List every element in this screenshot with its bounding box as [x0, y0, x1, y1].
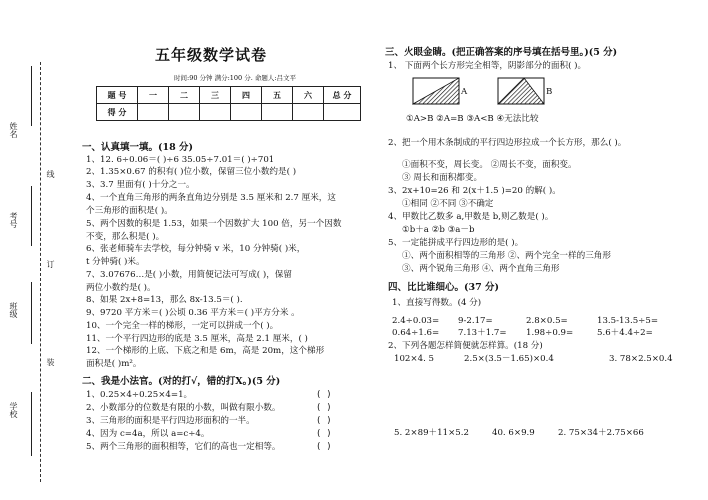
score-cell: 得 分	[97, 104, 138, 121]
direct-calc: 2.8×0.5=	[526, 316, 568, 326]
score-cell: 题 号	[97, 87, 138, 104]
cut-mark-pack: 装	[46, 358, 55, 366]
s2-answer-blank[interactable]: ( )	[316, 403, 332, 413]
score-input-cell[interactable]	[200, 104, 231, 121]
score-input-cell[interactable]	[262, 104, 293, 121]
margin-label-class: 班级	[9, 302, 18, 318]
margin-label-exam-no: 考号	[9, 212, 18, 228]
score-cell: 一	[138, 87, 169, 104]
s1-line: 5、两个因数的积是 1.53，如果一个因数扩大 100 倍，另一个因数	[86, 219, 342, 229]
s3-q2-options: ③ 周长和面积都变。	[402, 173, 483, 183]
s1-line: 9、9720 平方米＝( )公顷 0.36 平方米＝( )平方分米 。	[86, 308, 300, 318]
simplify-calc: 5. 2×89＋11×5.2	[394, 428, 469, 438]
score-cell: 四	[231, 87, 262, 104]
s1-line: 12、一个梯形的上底、下底之和是 6m，高是 20m，这个梯形	[86, 346, 325, 356]
s1-line: 不变，那么积是( )。	[86, 232, 165, 242]
s1-line: 7、3.07676…是( )小数，用简便记法可写成( )，保留	[86, 270, 292, 280]
rectangles-diagram	[412, 76, 562, 108]
s1-line: 11、一个平行四边形的底是 3.5 厘米，高是 2.1 厘米，( )	[86, 334, 308, 344]
direct-calc: 5.6＋4.4÷2=	[597, 328, 653, 338]
s3-q2-options: ①面积不变，周长变。 ②周长不变，面积变。	[402, 160, 577, 170]
s1-line: 面积是( )m²。	[86, 359, 142, 369]
class-underline	[31, 282, 32, 344]
s1-line: 两位小数约是( )。	[86, 283, 156, 293]
score-input-cell[interactable]	[231, 104, 262, 121]
cut-mark-line: 线	[46, 170, 55, 178]
exam-no-underline	[31, 186, 32, 246]
section2-title: 二、我是小法官。(对的打√，错的打Ⅹ。)(5 分)	[82, 376, 281, 387]
s1-line: t 分钟骑( )米。	[86, 257, 145, 267]
simplify-calc: 3. 78×2.5×0.4	[609, 354, 673, 364]
score-input-cell[interactable]	[138, 104, 169, 121]
rectangle-a	[413, 78, 459, 104]
s3-q5: 5、一定能拼成平行四边形的是( )。	[388, 238, 524, 248]
s2-item: 5、两个三角形的面积相等，它们的高也一定相等。	[86, 442, 281, 452]
s3-q3: 3、2x+10=26 和 2(x＋1.5 )=20 的解( )。	[388, 186, 561, 196]
exam-title: 五年级数学试卷	[155, 46, 268, 64]
section3-title: 三、火眼金睛。(把正确答案的序号填在括号里。)(5 分)	[385, 47, 618, 58]
direct-calc: 13.5-13.5÷5=	[597, 316, 659, 326]
cut-mark-bind: 订	[46, 260, 55, 268]
s2-answer-blank[interactable]: ( )	[316, 390, 332, 400]
score-cell: 六	[293, 87, 324, 104]
margin-label-name: 姓名	[9, 122, 18, 138]
name-underline	[31, 66, 32, 126]
score-cell: 五	[262, 87, 293, 104]
direct-calc: 0.64÷1.6=	[392, 328, 440, 338]
s2-item: 3、三角形的面积是平行四边形面积的一半。	[86, 416, 255, 426]
simplify-calc: 2.5×(3.5－1.65)×0.4	[464, 354, 554, 364]
score-input-cell[interactable]	[293, 104, 324, 121]
score-cell: 二	[169, 87, 200, 104]
simplify-calc: 102×4. 5	[394, 354, 435, 364]
s4-sub1: 1、直接写得数。(4 分)	[392, 298, 482, 308]
rect-label-b: B	[546, 87, 553, 97]
s2-item: 4、因为 c=4a，所以 a=c÷4。	[86, 429, 210, 439]
score-input-cell[interactable]	[169, 104, 200, 121]
direct-calc: 1.98÷0.9=	[526, 328, 574, 338]
school-underline	[31, 392, 32, 456]
exam-info: 时间:90 分钟 满分:100 分. 命题人:吕文平	[174, 74, 297, 82]
s2-answer-blank[interactable]: ( )	[316, 442, 332, 452]
s1-line: 个三角形的面积是( )。	[86, 206, 173, 216]
direct-calc: 9-2.17=	[458, 316, 493, 326]
score-cell: 三	[200, 87, 231, 104]
rectangle-b	[498, 78, 544, 104]
s2-answer-blank[interactable]: ( )	[316, 416, 332, 426]
simplify-calc: 2. 75×34＋2.75×66	[558, 428, 644, 438]
s1-line: 3、3.7 里面有( )十分之一。	[86, 180, 195, 190]
score-table	[96, 86, 361, 121]
section1-title: 一、认真填一填。(18 分)	[82, 142, 194, 153]
score-table-header-row	[97, 87, 361, 104]
simplify-calc: 40. 6×9.9	[492, 428, 535, 438]
score-input-cell[interactable]	[324, 104, 361, 121]
s3-q4-options: ①b＋a ②b ③a－b	[402, 225, 475, 235]
margin-label-school: 学校	[9, 402, 18, 418]
s3-q4: 4、甲数比乙数多 a,甲数是 b,则乙数是( )。	[388, 212, 554, 222]
s1-line: 2、1.35×0.67 的积有( )位小数，保留三位小数约是( )	[86, 167, 297, 177]
s2-item: 1、0.25×4÷0.25×4=1。	[86, 390, 193, 400]
section4-title: 四、比比谁细心。(37 分)	[388, 282, 500, 293]
s1-line: 6、张老师骑车去学校，每分钟骑 v 米，10 分钟骑( )米，	[86, 244, 306, 254]
s4-sub2: 2、下列各题怎样简便就怎样算。(18 分)	[388, 341, 543, 351]
s2-item: 2、小数部分的位数是有限的小数，叫做有限小数。	[86, 403, 281, 413]
binding-dashed-line	[40, 62, 41, 482]
score-table-score-row	[97, 104, 361, 121]
direct-calc: 2.4÷0.03=	[392, 316, 440, 326]
s1-line: 1、12. 6÷0.06＝( )÷6 35.05÷7.01＝( )÷701	[86, 155, 275, 165]
s3-q1-options: ①A>B ②A=B ③A<B ④无法比较	[406, 114, 539, 124]
rect-label-a: A	[461, 87, 468, 97]
s1-line: 8、如果 2x+8=13，那么 8x-13.5＝( ).	[86, 295, 243, 305]
s3-q1: 1、 下面两个长方形完全相等，阴影部分的面积( )。	[388, 61, 587, 71]
s1-line: 4、一个直角三角形的两条直角边分别是 3.5 厘米和 2.7 厘米，这	[86, 193, 336, 203]
s3-q5-options: ③、两个锐角三角形 ④、两个直角三角形	[402, 264, 560, 274]
s3-q3-options: ①相同 ②不同 ③不确定	[402, 199, 494, 209]
score-cell: 总 分	[324, 87, 361, 104]
s3-q2: 2、把一个用木条制成的平行四边形拉成一个长方形，那么( )。	[388, 138, 627, 148]
s2-answer-blank[interactable]: ( )	[316, 429, 332, 439]
direct-calc: 7.13＋1.7=	[458, 328, 507, 338]
s3-q5-options: ①、两个面积相等的三角形 ②、两个完全一样的三角形	[402, 251, 611, 261]
s1-line: 10、一个完全一样的梯形，一定可以拼成一个( )。	[86, 321, 279, 331]
